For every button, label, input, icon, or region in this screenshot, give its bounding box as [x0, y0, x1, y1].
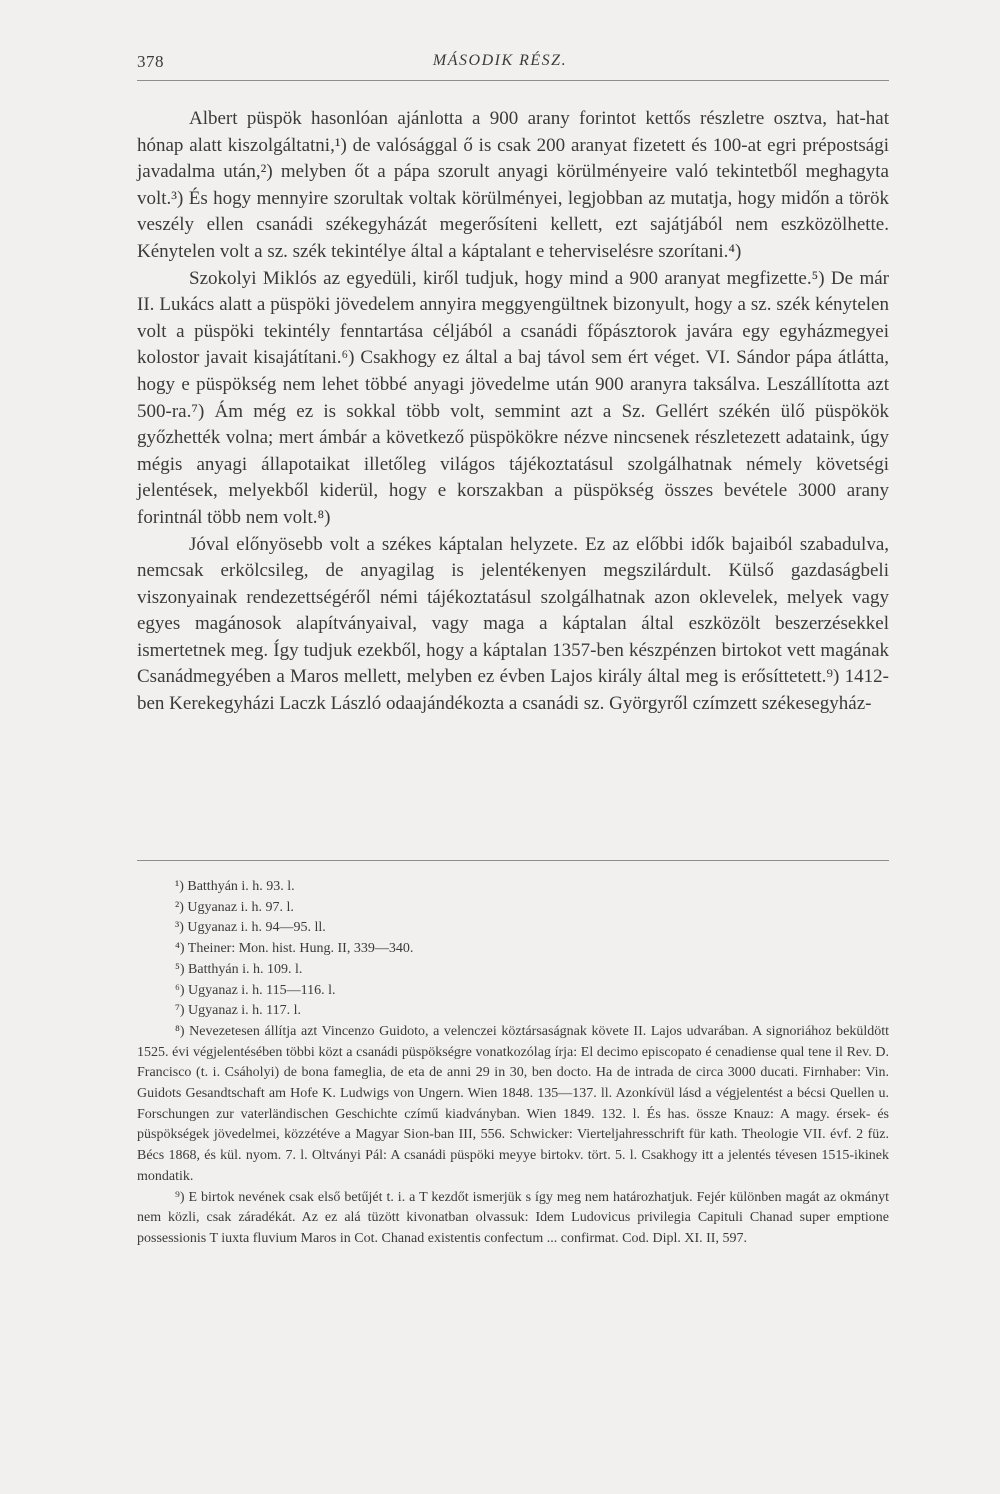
footnotes [137, 877, 889, 1250]
footnote-9: ⁹) E birtok nevének csak első betűjét t. i. a T kezdőt ismerjük s így meg nem határozhatjuk. Fejér különben magát az okmányt nem közli, csak záradékát. Az ez alá tüzött kivonatban olvassuk: Idem Ludovicus privilegia Capituli Chanad super emptione possessionis T iuxta fluvium Maros in Cot. Chanad existentis confectum ... confirmat. Cod. Dipl. XI. II, 597. [137, 1189, 889, 1246]
footnote-7: ⁷) Ugyanaz i. h. 117. l. [175, 1003, 302, 1019]
body-text [137, 106, 889, 718]
footnote-4: ⁴) Theiner: Mon. hist. Hung. II, 339—340. [175, 941, 414, 957]
footnote-1: ¹) Batthyán i. h. 93. l. [175, 879, 295, 894]
running-title: MÁSODIK RÉSZ. [432, 52, 568, 69]
footnote-2: ²) Ugyanaz i. h. 97. l. [175, 899, 294, 915]
paragraph: Szokolyi Miklós az egyedüli, kiről tudjuk, hogy mind a 900 aranyat megfizette.⁵) De már II. Lukács alatt a püspöki jövedelem annyira meggyengültnek bizonyult, hogy a sz. szék kénytelen volt a püspöki tekintély fenntartása céljából a csanádi főpásztorok javára egy egyházmegyei kolostor javait kisajátítani.⁶) Csakhogy ez által a baj távol sem ért véget. VI. Sándor pápa átlátta, hogy e püspökség nem lehet többé anyagi jövedelme után 900 aranyra taksálva. Leszállította azt 500-ra.⁷) Ám még ez is sokkal több volt, semmint azt a Sz. Gellért székén ülő püspökök győzhették volna; mert ámbár a következő püspökökre nézve nincsenek részletezett adataink, úgy mégis anyagi állapotaikat illetőleg világos tájékoztatásul szolgálhatnak némely követségi jelentések, melyekből kiderül, hogy e korszakban a püspökség összes bevétele 3000 arany forintnál több nem volt.⁸) [137, 267, 889, 528]
footnote-5: ⁵) Batthyán i. h. 109. l. [175, 961, 303, 977]
paragraph: Albert püspök hasonlóan ajánlotta a 900 arany forintot kettős részletre osztva, hat-hat hónap alatt kiszolgáltatni,¹) de valósággal ő is csak 200 aranyat fizetett és 100-at egri prépostsági javadalma után,²) melyben őt a pápa szorult anyagi körülményeire való tekintetből meghagyta volt.³) És hogy mennyire szorultak voltak körülményei, legjobban az mutatja, hogy midőn a török veszély ellen csanádi székegyházát megerősíteni kellett, ezt sajátjából nem eszközölhette. Kénytelen volt a sz. szék tekintélye által a káptalant e teherviselésre szorítani.⁴) [137, 108, 889, 262]
page-number: 378 [137, 52, 164, 71]
footnote-3: ³) Ugyanaz i. h. 94—95. ll. [175, 920, 326, 936]
header-rule [137, 80, 889, 81]
footnote-rule [137, 860, 889, 861]
paragraph: Jóval előnyösebb volt a székes káptalan helyzete. Ez az előbbi idők bajaiból szabadulva, nemcsak erkölcsileg, de anyagilag is jelentékenyen megszilárdult. Külső gazdaságbeli viszonyainak rendezettségéről némi tájékoztatásul szolgálhatnak azon oklevelek, melyek vagy egyes magánosok alapítványaival, vagy maga a káptalan által eszközölt beszerzésekkel ismertetnek meg. Így tudjuk ezekből, hogy a káptalan 1357-ben készpénzen birtokot vett magának Csanádmegyében a Maros mellett, melyben ez évben Lajos király által meg is erősíttetett.⁹) 1412-ben Kerekegyházi Laczk László odaajándékozta a csanádi sz. Györgyről czímzett székesegyház- [137, 533, 889, 715]
footnote-8: ⁸) Nevezetesen állítja azt Vincenzo Guidoto, a velenczei köztársaságnak követe II. Lajos udvarában. A signoriához beküldött 1525. évi végjelentésében többi közt a csanádi püspökségre vonatkozólag írja: El decimo episcopato é cenadiense qual tene il Rev. D. Francisco (t. i. Csáholyi) de bona fameglia, de eta de anni 29 in 30, ben docto. Ha de intrada de circa 3000 ducati. Firnhaber: Vin. Guidots Gesandtschaft am Hofe K. Ludwigs von Ungern. Wien 1848. 135—137. ll. Azonkívül lásd a végjelentést a bécsi Quellen u. Forschungen zur vaterländischen Geschichte czímű kiadványban. Wien 1849. 132. l. És has. össze Knauz: A magy. érsek- és püspökségek jövedelmei, közzétéve a Magyar Sion-ban III, 556. Schwicker: Vierteljahresschrift für kath. Theologie VII. évf. 2 füz. Bécs 1868, és kül. nyom. 7. l. Oltványi Pál: A csanádi püspöki meyye birtokv. tört. 5. l. Csakhogy itt a jelentés tévesen 1515-ikinek mondatik. [137, 1023, 889, 1184]
footnote-6: ⁶) Ugyanaz i. h. 115—116. l. [175, 982, 336, 998]
